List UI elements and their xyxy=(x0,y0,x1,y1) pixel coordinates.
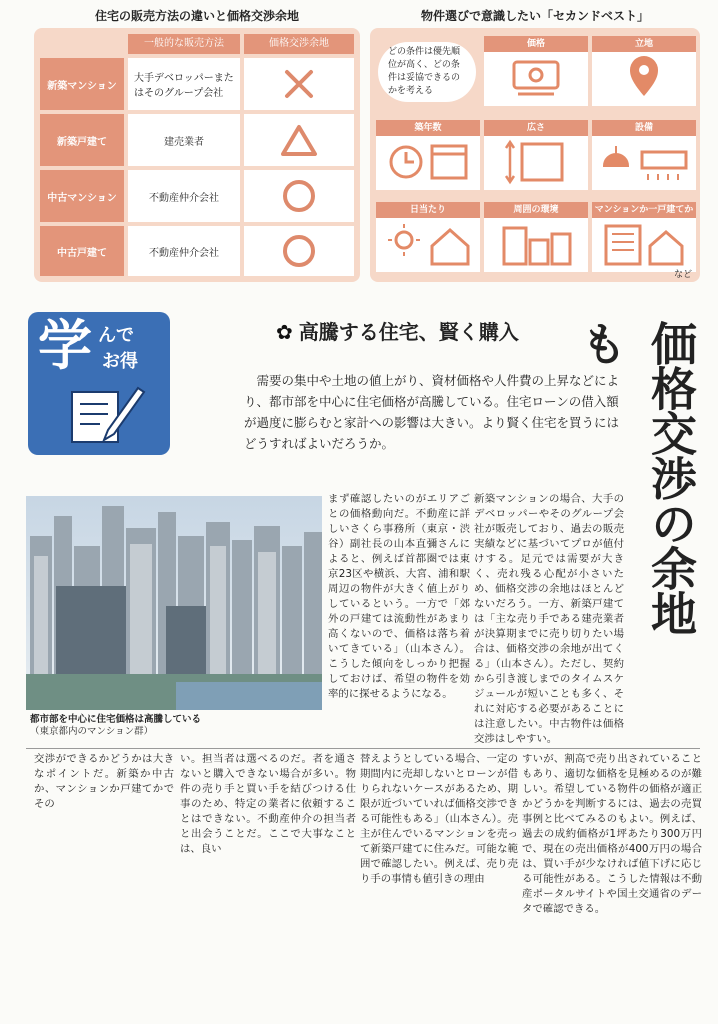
table-row-method: 建売業者 xyxy=(128,114,240,166)
notebook-pen-icon xyxy=(68,384,148,448)
article-column: すいが、割高で売り出されていることもあり、適切な価格を見極めるのが難しい。希望している物件の価格が適正かどうかを判断するには、過去の売買事例と比べてみるのもよい。例えば、過去の成約価格が1坪あたり300万円で、現在の売出価格が400万円の場合は、買い手が少なければ値下げに応じる可能性がある。こうした情報は不動産ポータルサイトや国土交通省のデータで確認できる。 xyxy=(522,753,702,915)
table-title: 住宅の販売方法の違いと価格交渉余地 xyxy=(94,9,299,23)
table-row-label: 中古マンション xyxy=(40,170,124,222)
condition-label: 広さ xyxy=(484,120,588,136)
condition-label: 立地 xyxy=(592,36,696,52)
article-column: い。担当者は選べるのだ。者を通さないと購入できない場合が多い。物件の売り手と買い手を結びつける仕事のため、特定の業者に依頼することはできない。不動産仲介の担当者と出会うことだ。ここで大事なことは、良い xyxy=(180,753,356,855)
money-icon xyxy=(484,54,588,104)
headline-text: 高騰する住宅、賢く購入 xyxy=(298,320,519,344)
circle-symbol-icon xyxy=(244,226,354,276)
calendar-clock-icon xyxy=(376,138,480,188)
condition-label: 設備 xyxy=(592,120,696,136)
table-row-label: 新築戸建て xyxy=(40,114,124,166)
condition-price xyxy=(484,36,588,106)
skyline-image xyxy=(26,496,322,710)
condition-house-type xyxy=(592,202,696,272)
table-row-method: 不動産仲介会社 xyxy=(128,170,240,222)
flower-icon: ✿ xyxy=(276,320,293,344)
table-row-label: 新築マンション xyxy=(40,58,124,110)
sun-house-icon xyxy=(376,220,480,270)
manabu-logo xyxy=(28,312,170,455)
second-best-box xyxy=(370,28,700,282)
buildings-icon xyxy=(484,220,588,270)
table-row-label: 中古戸建て xyxy=(40,226,124,276)
divider xyxy=(26,748,700,749)
condition-label: マンションか一戸建てか xyxy=(592,202,696,218)
apartment-house-icon xyxy=(592,220,696,270)
condition-label: 築年数 xyxy=(376,120,480,136)
condition-size xyxy=(484,120,588,190)
condition-age xyxy=(376,120,480,190)
second-best-title: 物件選びで意識したい「セカンドベスト」 xyxy=(420,9,649,23)
main-vertical-title: 価格交渉の余地も xyxy=(574,320,698,635)
table-header-negotiation: 価格交渉余地 xyxy=(244,34,354,54)
circle-symbol-icon xyxy=(244,170,354,222)
condition-label: 周囲の環境 xyxy=(484,202,588,218)
second-best-panel xyxy=(370,6,700,282)
condition-label: 価格 xyxy=(484,36,588,52)
article-column: 交渉ができるかどうかは大きなポイントだ。新築か中古か、マンションか戸建てかでその xyxy=(34,753,174,810)
area-icon xyxy=(484,138,588,188)
article-column: まず確認したいのがエリアごとの価格動向だ。不動産に詳しいさくら事務所（東京・渋谷）副社長の山本直彌さんによると、例えば首都圏では東京23区や横浜、大宮、浦和駅周辺の物件が大きく値上がりしているという。一方で「郊外の戸建ては流動性があまり高くないので、価格は落ち着いてきている」（山本さん）。こうした傾向をしっかり把握しておけば、希望の物件を効率的に探せるようになる。 xyxy=(328,493,470,700)
condition-sunlight xyxy=(376,202,480,272)
caption-sub: （東京都内のマンション群） xyxy=(30,726,154,737)
table-row-method: 大手デベロッパーまたはそのグループ会社 xyxy=(128,58,240,110)
etc-note: など xyxy=(673,270,692,280)
caption-main: 都市部を中心に住宅価格は高騰している xyxy=(30,714,202,725)
condition-environment xyxy=(484,202,588,272)
article-column: 新築マンションの場合、大手のデベロッパーやそのグループ会社が販売しており、過去の販売実績などに基づいてプロが値付けする。足元では需要が大きく、売れ残る心配が小さいため、価格交渉の余地はほとんどないだろう。一方、新築戸建ては「主な売り手である建売業者が決算期までに売り切りたい場合は、価格交渉の余地が出てくる」（山本さん）。ただし、契約から引き渡しまでのタイムスケジュールが短いことも多く、それに対応する必要があることには注意したい。中古物件は価格交渉はしやすい。 xyxy=(474,493,624,745)
cross-symbol-icon xyxy=(244,58,354,110)
map-pin-icon xyxy=(592,54,696,104)
sales-method-table-panel xyxy=(34,6,360,282)
condition-equipment xyxy=(592,120,696,190)
table-row-method: 不動産仲介会社 xyxy=(128,226,240,276)
priority-bubble: どの条件は優先順位が高く、どの条件は妥協できるのかを考える xyxy=(378,42,476,102)
lead-paragraph: 需要の集中や土地の値上がり、資材価格や人件費の上昇などにより、都市部を中心に住宅価格が高騰している。住宅ローンの借入額が過度に膨らむと家計への影響は大きい。より賢く住宅を買うにはどうすればよいだろうか。 xyxy=(244,373,620,451)
lamp-aircon-icon xyxy=(592,138,696,188)
logo-big-char: 学 xyxy=(38,314,92,377)
table-box xyxy=(34,28,360,282)
city-photo xyxy=(26,496,322,748)
logo-small-2: お得 xyxy=(102,351,138,372)
table-header-method: 一般的な販売方法 xyxy=(128,34,240,54)
logo-small-1: んで xyxy=(98,325,134,346)
headline xyxy=(276,316,519,345)
condition-location xyxy=(592,36,696,106)
triangle-symbol-icon xyxy=(244,114,354,166)
condition-label: 日当たり xyxy=(376,202,480,218)
photo-caption xyxy=(30,714,320,738)
article-column: 替えようとしている場合、一定の期間内に売却しないとローンが借りられないケースがあるため、期限が近づいていれば価格交渉できる可能性もある」（山本さん）。売主が住んでいるマンションを売って新築戸建てに住みだ。可能な範囲で確認したい。例えば、売り売り手の事情も値引きの理由 xyxy=(360,753,518,885)
